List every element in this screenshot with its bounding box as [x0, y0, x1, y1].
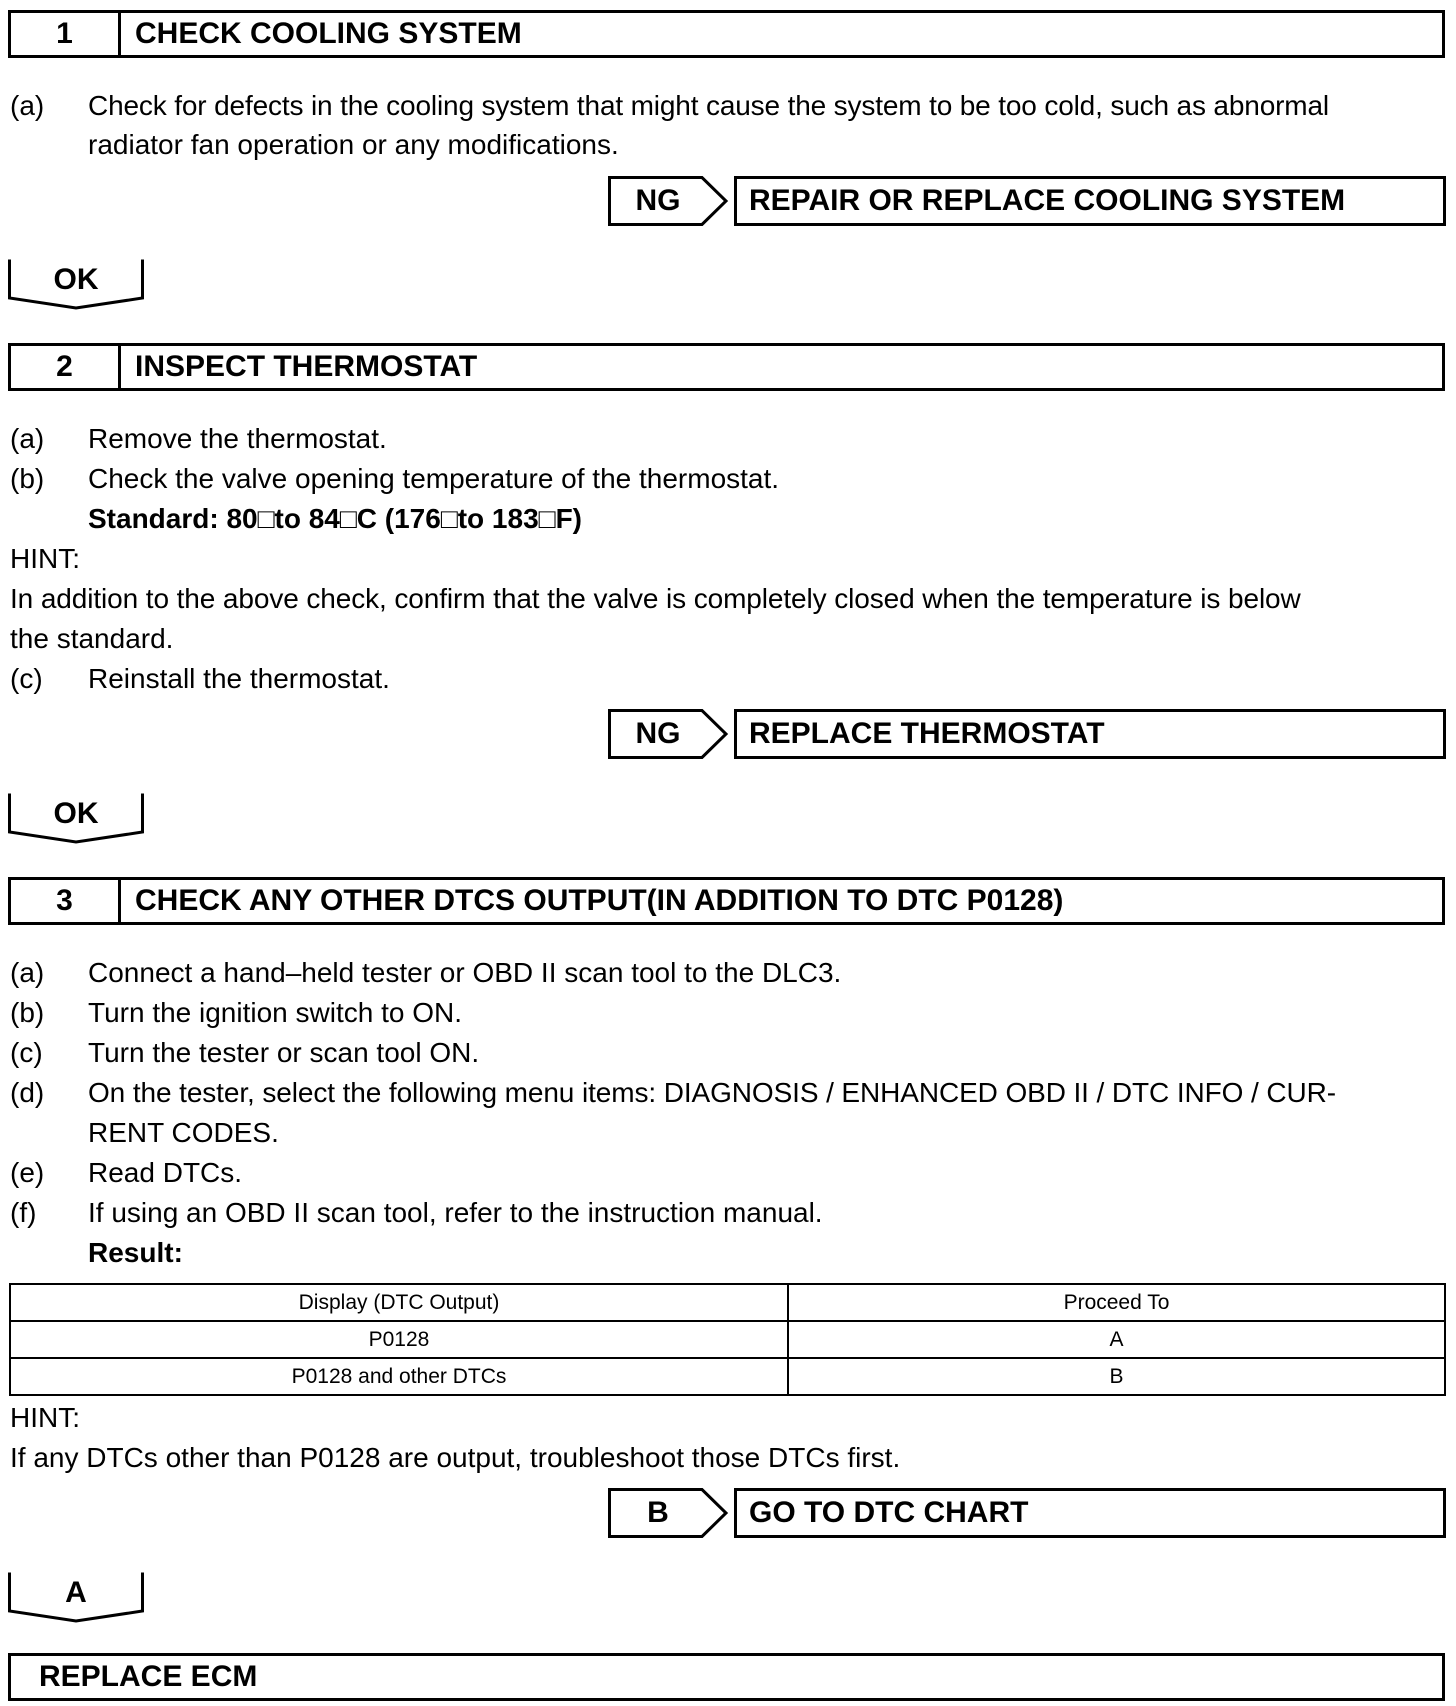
step-1-ok-branch [8, 258, 144, 310]
step-1-ng-action: REPAIR OR REPLACE COOLING SYSTEM [734, 176, 1446, 226]
step-1-item-a-label: (a) [10, 90, 45, 121]
step-1-ok-label: OK [53, 263, 99, 296]
step-2-item-a-label: (a) [10, 423, 45, 454]
step-3-a-branch [8, 1571, 144, 1623]
step-1-number: 1 [11, 13, 121, 55]
step-2-ng-label: NG [635, 717, 681, 750]
step-1-item-a-line2: radiator fan operation or any modifications. [88, 129, 619, 160]
step-2-title: INSPECT THERMOSTAT [135, 350, 478, 383]
final-action-box [8, 1653, 1445, 1701]
table-cell: P0128 [10, 1321, 788, 1358]
step-2-hint-line2: the standard. [10, 623, 174, 654]
step-2-standard: Standard: 80□to 84□C (176□to 183□F) [88, 503, 582, 534]
step-3-hint-text: If any DTCs other than P0128 are output, troubleshoot those DTCs first. [10, 1442, 901, 1473]
step-2-ok-label: OK [53, 797, 99, 830]
final-action-title: REPLACE ECM [39, 1660, 258, 1693]
step-3-b-label: B [647, 1496, 669, 1529]
step-3-item-c-text: Turn the tester or scan tool ON. [88, 1037, 480, 1068]
step-3-result-label: Result: [88, 1237, 183, 1268]
step-3-number: 3 [11, 880, 121, 922]
step-2-item-a-text: Remove the thermostat. [88, 423, 387, 454]
table-cell: A [788, 1321, 1445, 1358]
step-3-b-action: GO TO DTC CHART [734, 1488, 1446, 1538]
table-header-display: Display (DTC Output) [10, 1284, 788, 1321]
step-3-item-a-label: (a) [10, 957, 45, 988]
step-2-ng-branch [608, 709, 1446, 759]
step-2-item-b-text: Check the valve opening temperature of the thermostat. [88, 463, 780, 494]
step-1-header [8, 10, 1445, 58]
step-1-ng-branch [608, 176, 1446, 226]
step-3-b-branch [608, 1488, 1446, 1538]
step-3-item-a-text: Connect a hand–held tester or OBD II scan tool to the DLC3. [88, 957, 842, 988]
result-table [9, 1283, 1446, 1396]
table-row [10, 1321, 1445, 1358]
step-3-item-e-label: (e) [10, 1157, 45, 1188]
step-3-item-b-label: (b) [10, 997, 45, 1028]
step-3-item-d-text: On the tester, select the following menu items: DIAGNOSIS / ENHANCED OBD II / DTC INFO / CUR- [88, 1077, 1336, 1108]
table-header-row [10, 1284, 1445, 1321]
step-2-number: 2 [11, 346, 121, 388]
step-3-item-d-label: (d) [10, 1077, 45, 1108]
table-header-proceed: Proceed To [788, 1284, 1445, 1321]
step-3-item-f-label: (f) [10, 1197, 37, 1228]
step-2-item-c-text: Reinstall the thermostat. [88, 663, 390, 694]
step-2-ng-action: REPLACE THERMOSTAT [734, 709, 1446, 759]
step-3-a-label: A [65, 1576, 87, 1609]
step-3-header [8, 877, 1445, 925]
step-2-item-c-label: (c) [10, 663, 43, 694]
table-cell: B [788, 1358, 1445, 1395]
step-3-item-f-text: If using an OBD II scan tool, refer to the instruction manual. [88, 1197, 823, 1228]
step-3-item-d-cont: RENT CODES. [88, 1117, 279, 1148]
step-2-hint-label: HINT: [10, 543, 80, 574]
step-2-ok-branch [8, 792, 144, 844]
table-row [10, 1358, 1445, 1395]
step-3-item-c-label: (c) [10, 1037, 43, 1068]
step-2-item-b-label: (b) [10, 463, 45, 494]
step-1-title: CHECK COOLING SYSTEM [135, 17, 522, 50]
step-1-ng-label: NG [635, 184, 681, 217]
step-3-item-b-text: Turn the ignition switch to ON. [88, 997, 463, 1028]
step-2-hint-line1: In addition to the above check, confirm that the valve is completely closed when the temperature is below [10, 583, 1301, 614]
step-3-title: CHECK ANY OTHER DTCS OUTPUT(IN ADDITION TO DTC P0128) [135, 884, 1064, 917]
step-2-header [8, 343, 1445, 391]
step-3-item-e-text: Read DTCs. [88, 1157, 243, 1188]
step-1-item-a-line1: Check for defects in the cooling system that might cause the system to be too cold, such as abnormal [88, 90, 1329, 121]
step-3-hint-label: HINT: [10, 1402, 80, 1433]
table-cell: P0128 and other DTCs [10, 1358, 788, 1395]
